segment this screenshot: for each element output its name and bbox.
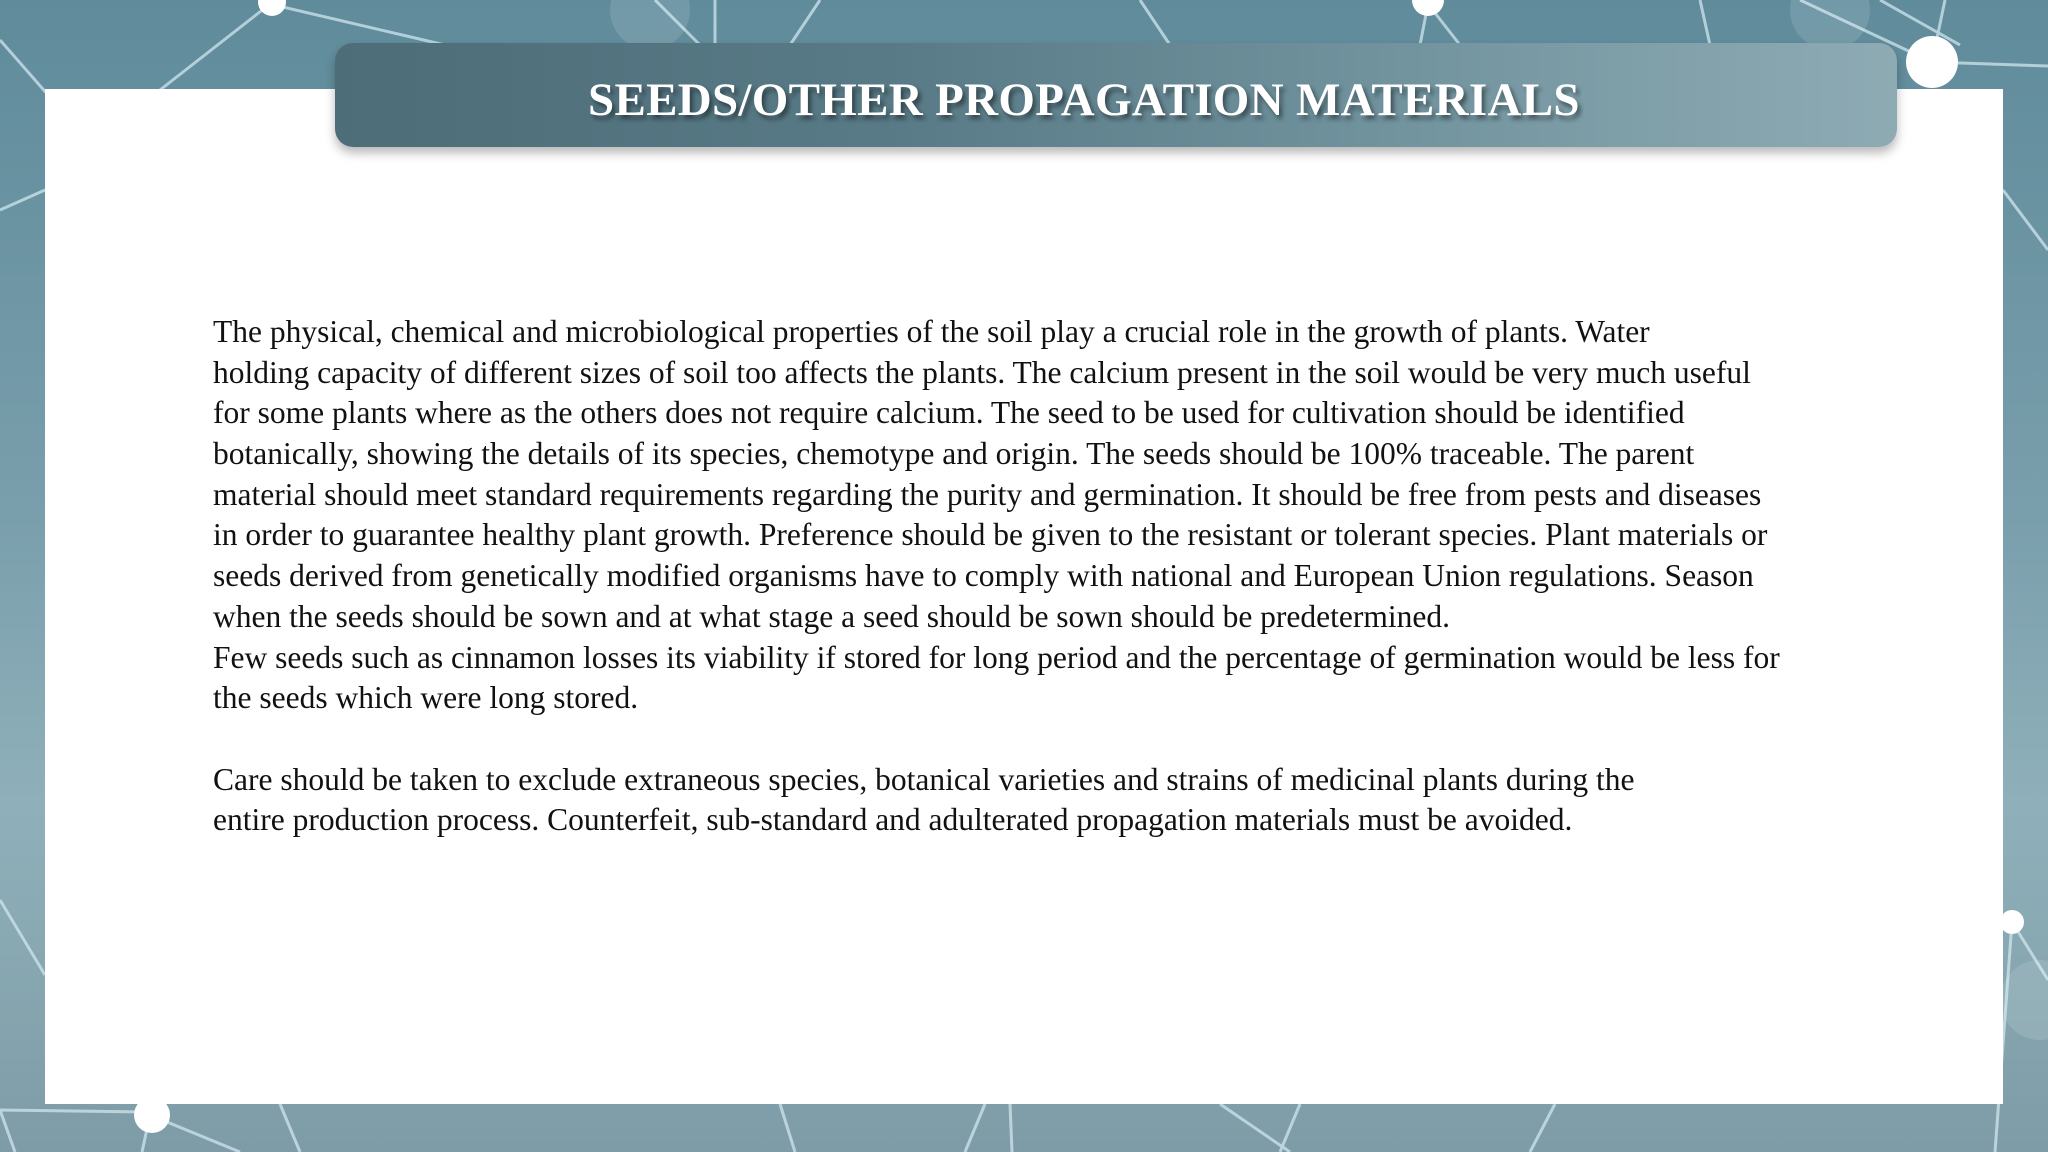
text-line: The physical, chemical and microbiological properties of the soil play a crucial role in the growth of plants. Water (213, 314, 1650, 349)
text-line: in order to guarantee healthy plant growth. Preference should be given to the resistant or tolerant species. Plant materials or (213, 517, 1768, 553)
text-line: botanically, showing the details of its species, chemotype and origin. The seeds should be 100% traceable. The parent (213, 436, 1695, 472)
text-line: material should meet standard requirements regarding the purity and germination. It should be free from pests and diseases (213, 476, 1762, 512)
text-line: seeds derived from genetically modified organisms have to comply with national and European Union regulations. Season (213, 558, 1754, 594)
text-line: Care should be taken to exclude extraneous species, botanical varieties and strains of medicinal plants during the (213, 761, 1635, 797)
text-line: the seeds which were long stored. (213, 680, 639, 716)
paragraph-cinnamon-viability (213, 638, 1913, 719)
text-line: entire production process. Counterfeit, sub-standard and adulterated propagation materials must be avoided. (213, 802, 1573, 838)
text-line: when the seeds should be sown and at what stage a seed should be sown should be predetermined. (213, 598, 1450, 634)
paragraph-soil-and-seeds (213, 312, 1913, 638)
slide-body (213, 312, 1913, 841)
paragraph-care-and-counterfeit (213, 760, 1913, 841)
text-line: holding capacity of different sizes of soil too affects the plants. The calcium present in the soil would be very much useful (213, 354, 1751, 390)
text-line: Few seeds such as cinnamon losses its viability if stored for long period and the percentage of germination would be less for (213, 639, 1780, 675)
slide-title: SEEDS/OTHER PROPAGATION MATERIALS (588, 74, 1580, 126)
text-line: for some plants where as the others does not require calcium. The seed to be used for cultivation should be identified (213, 395, 1685, 431)
paragraph-spacer (213, 719, 1913, 760)
